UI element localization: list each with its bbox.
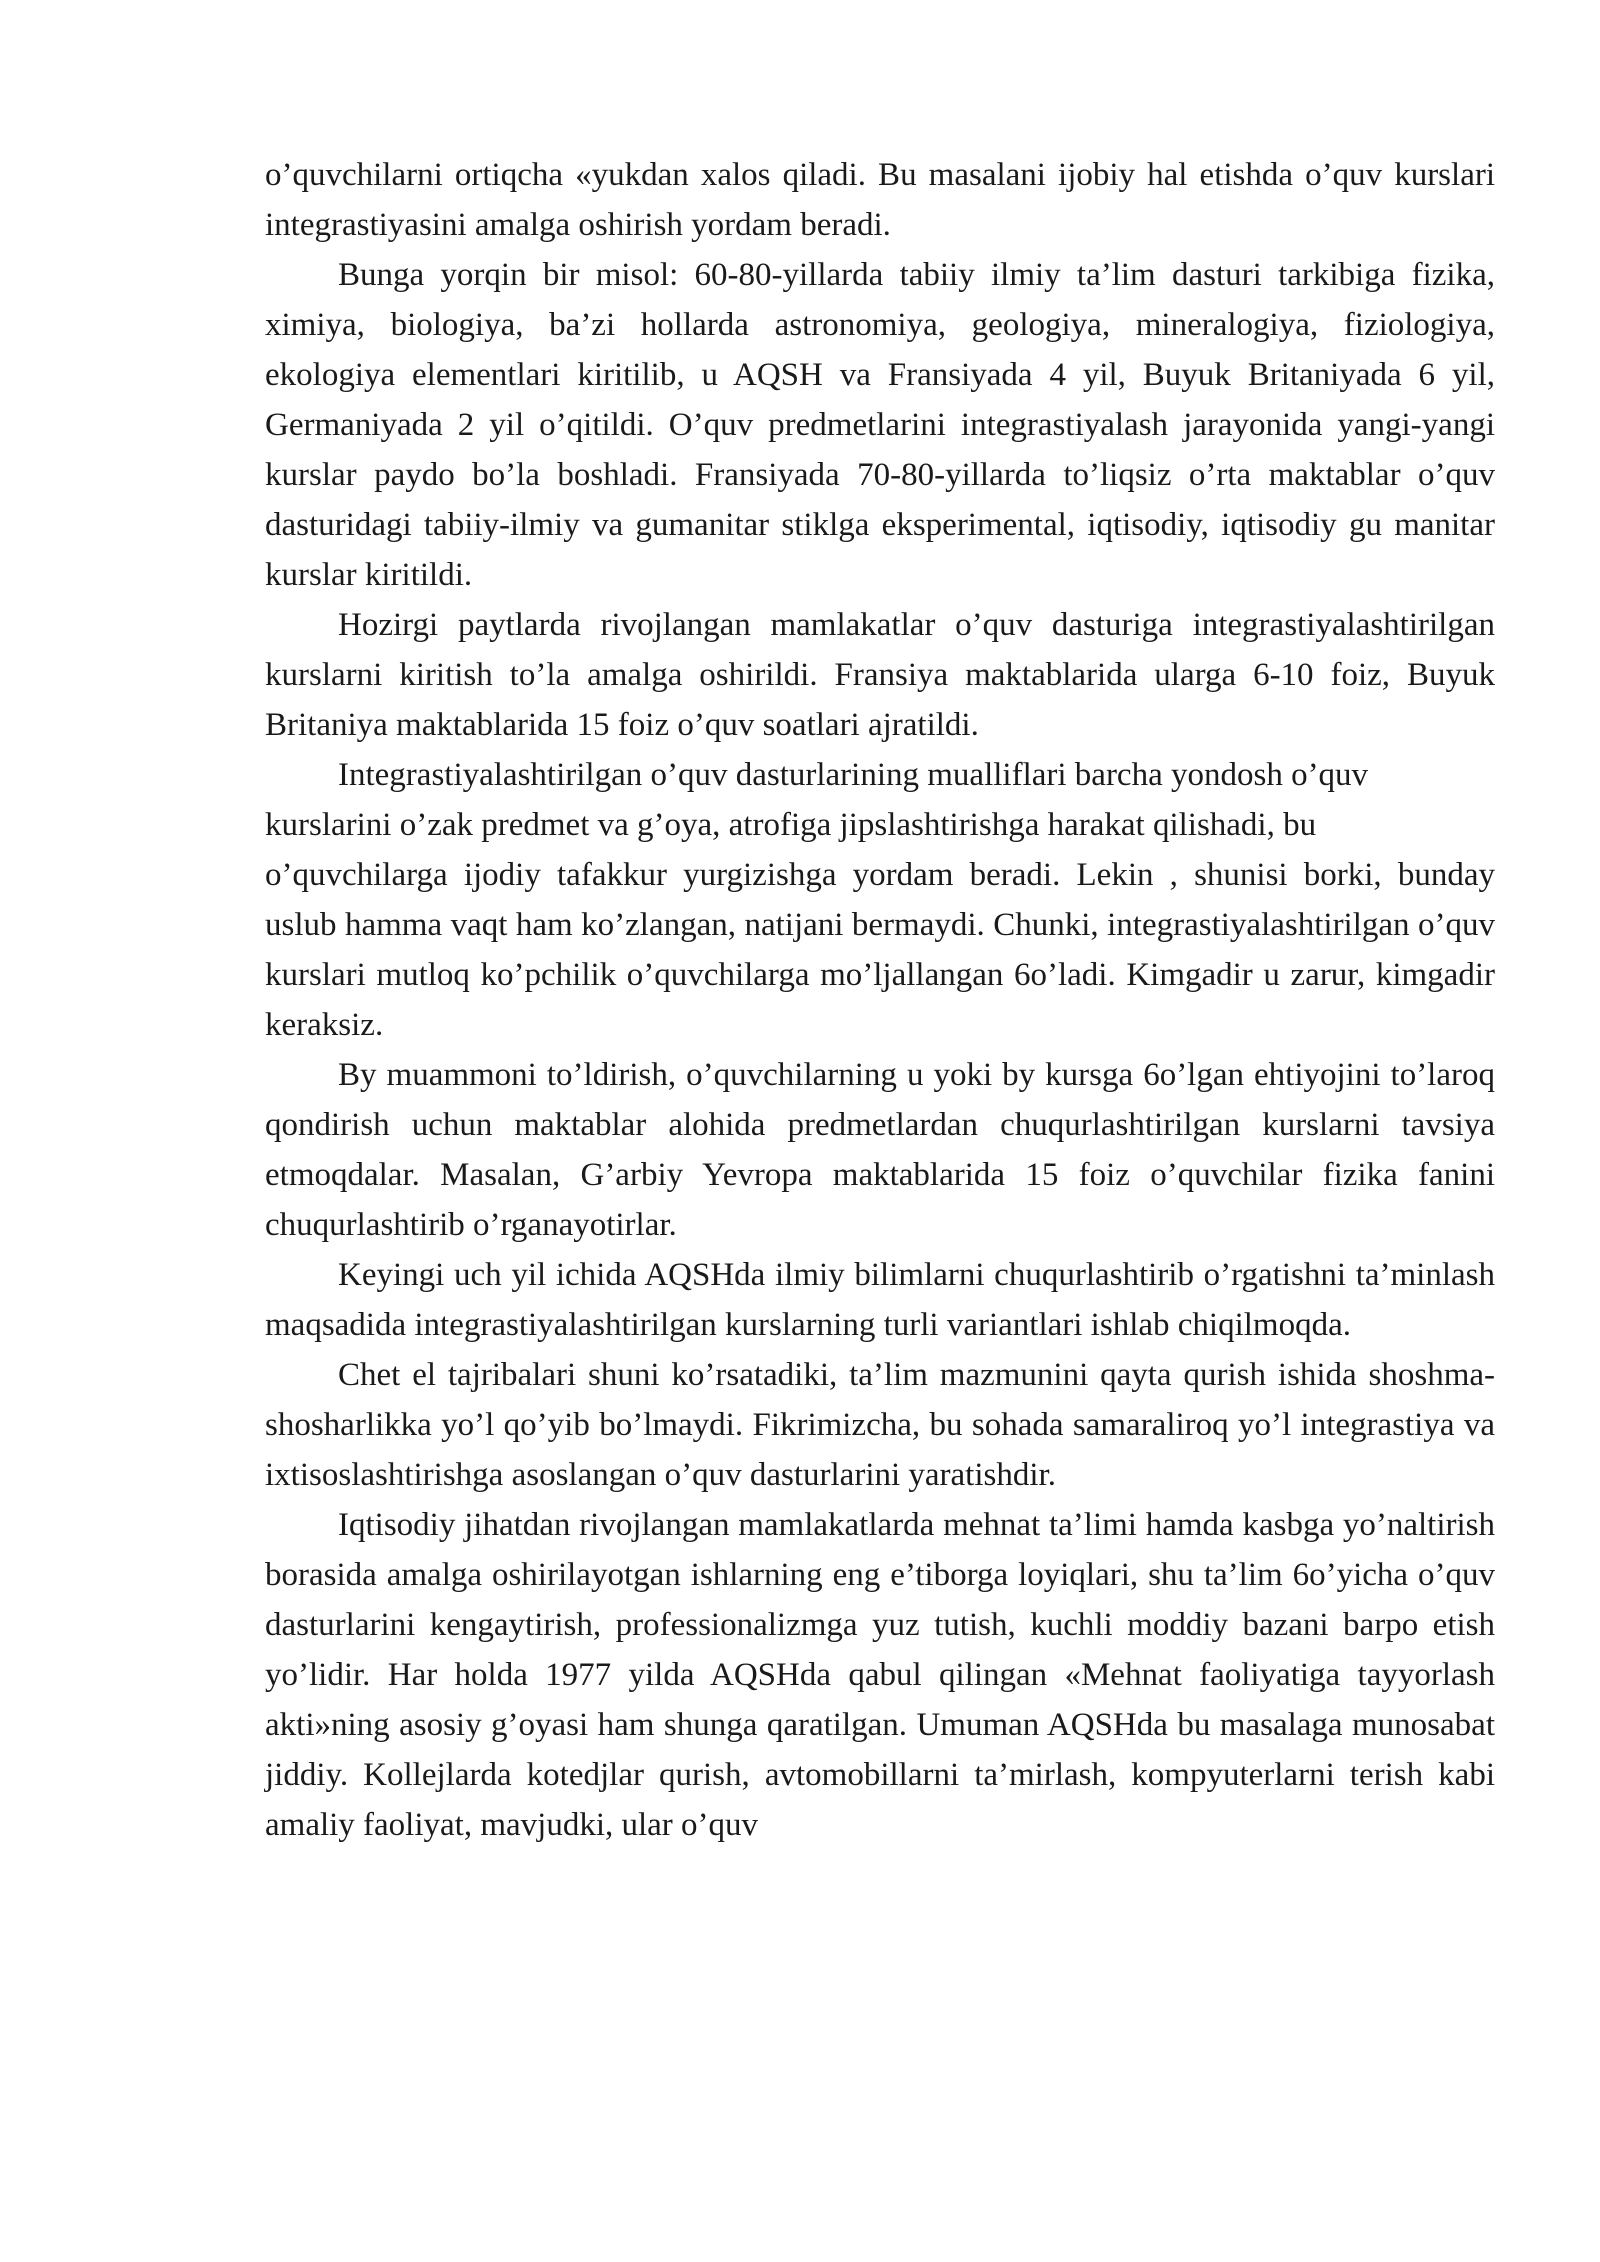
paragraph-5: o’quvchilarga ijodiy tafakkur yurgizishga yordam beradi. Lekin , shunisi borki, bunday uslub hamma vaqt ham ko’zlangan, natijani bermaydi. Chunki, integrastiyalashtirilgan o’quv kurslari mutloq ko’pchilik o’quvchilarga mo’ljallangan 6o’ladi. Kimgadir u zarur, kimgadir keraksiz.	[265, 857, 1495, 1043]
paragraph-9: Iqtisodiy jihatdan rivojlangan mamlakatlarda mehnat ta’limi hamda kasbga yo’naltirish borasida amalga oshirilayotgan ishlarning eng e’tiborga loyiqlari, shu ta’lim 6o’yicha o’quv dasturlarini kengaytirish, professionalizmga yuz tutish, kuchli moddiy bazani barpo etish yo’lidir. Har holda 1977 yilda AQSHda qabul qilingan «Mehnat faoliyatiga tayyorlash akti»ning asosiy g’oyasi ham shunga qaratilgan. Umuman AQSHda bu masalaga munosabat jiddiy. Kollejlarda kotedjlar qurish, avtomobillarni ta’mirlash, kompyuterlarni terish kabi amaliy faoliyat, mavjudki, ular o’quv	[265, 1507, 1495, 1843]
paragraph-2: Bunga yorqin bir misol: 60-80-yillarda tabiiy ilmiy ta’lim dasturi tarkibiga fizika, ximiya, biologiya, ba’zi hollarda astronomiya, geologiya, mineralogiya, fiziologiya, ekologiya elementlari kiritilib, u AQSH va Fransiyada 4 yil, Buyuk Britaniyada 6 yil, Germaniyada 2 yil o’qitildi. O’quv predmetlarini integrastiyalash jarayonida yangi-yangi kurslar paydo bo’la boshladi. Fransiyada 70-80-yillarda to’liqsiz o’rta maktablar o’quv dasturidagi tabiiy-ilmiy va gumanitar stiklga eksperimental, iqtisodiy, iqtisodiy gu manitar kurslar kiritildi.	[265, 257, 1495, 593]
document-page	[265, 150, 1495, 1850]
paragraph-1: o’quvchilarni ortiqcha «yukdan xalos qiladi. Bu masalani ijobiy hal etishda o’quv kurslari integrastiyasini amalga oshirish yordam beradi.	[265, 157, 1495, 243]
paragraph-7: Keyingi uch yil ichida AQSHda ilmiy bilimlarni chuqurlashtirib o’rgatishni ta’minlash maqsadida integrastiyalashtirilgan kurslarning turli variantlari ishlab chiqilmoqda.	[265, 1257, 1495, 1343]
paragraph-4: Integrastiyalashtirilgan o’quv dasturlarining mualliflari barcha yondosh o’quv kurslarini o’zak predmet va g’oya, atrofiga jipslashtirishga harakat qilishadi, bu	[265, 757, 1369, 843]
paragraph-6: By muammoni to’ldirish, o’quvchilarning u yoki by kursga 6o’lgan ehtiyojini to’laroq qondirish uchun maktablar alohida predmetlardan chuqurlashtirilgan kurslarni tavsiya etmoqdalar. Masalan, G’arbiy Yevropa maktablarida 15 foiz o’quvchilar fizika fanini chuqurlashtirib o’rganayotirlar.	[265, 1057, 1495, 1243]
paragraph-3: Hozirgi paytlarda rivojlangan mamlakatlar o’quv dasturiga integrastiyalashtirilgan kurslarni kiritish to’la amalga oshirildi. Fransiya maktablarida ularga 6-10 foiz, Buyuk Britaniya maktablarida 15 foiz o’quv soatlari ajratildi.	[265, 607, 1495, 743]
paragraph-8: Chet el tajribalari shuni ko’rsatadiki, ta’lim mazmunini qayta qurish ishida shoshma-shosharlikka yo’l qo’yib bo’lmaydi. Fikrimizcha, bu sohada samaraliroq yo’l integrastiya va ixtisoslashtirishga asoslangan o’quv dasturlarini yaratishdir.	[265, 1357, 1495, 1493]
